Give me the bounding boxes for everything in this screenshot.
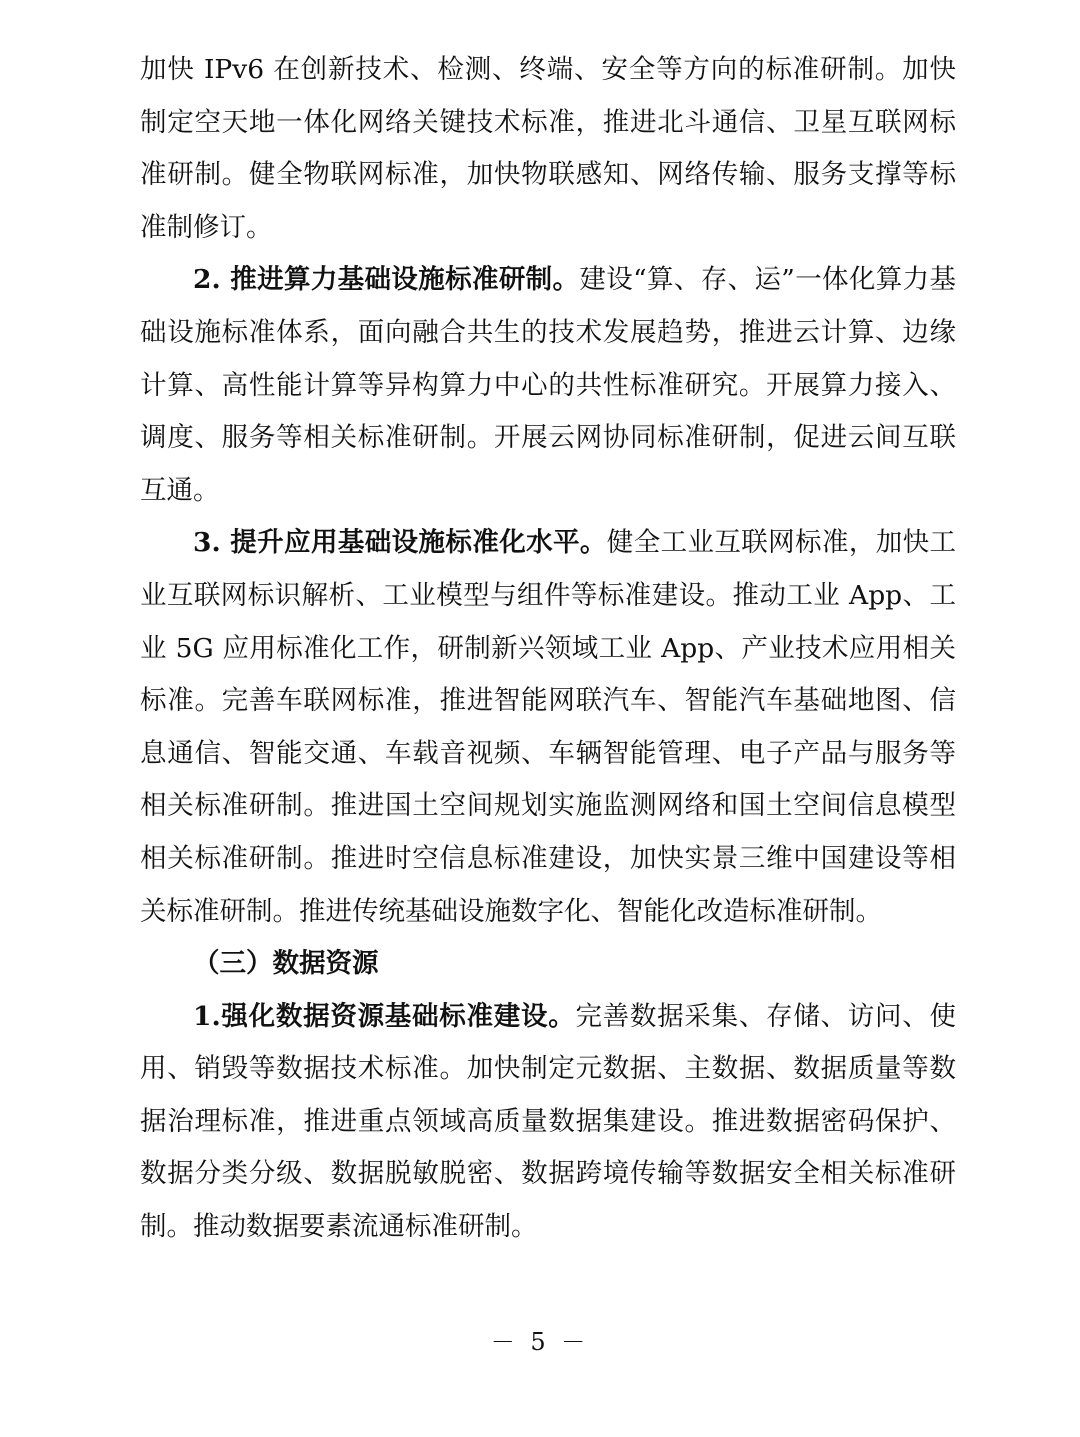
document-body xyxy=(140,44,956,1254)
paragraph-continuation xyxy=(140,44,956,254)
paragraph-lead-heading: 2. 推进算力基础设施标准研制。 xyxy=(193,264,580,296)
page-number: － 5 － xyxy=(490,1328,590,1356)
paragraph-text: 健全工业互联网标准，加快工业互联网标识解析、工业模型与组件等标准建设。推动工业 App、工业 5G 应用标准化工作，研制新兴领域工业 App、产业技术应用相关标准。完善车联网标准，推进智能网联汽车、智能汽车基础地图、信息通信、智能交通、车载音视频、车辆智能管理、电子产品与服务等相关标准研制。推进国土空间规划实施监测网络和国土空间信息模型相关标准研制。推进时空信息标准建设，加快实景三维中国建设等相关标准研制。推进传统基础设施数字化、智能化改造标准研制。 xyxy=(140,527,957,927)
paragraph-text: 建设“算、存、运”一体化算力基础设施标准体系，面向融合共生的技术发展趋势，推进云计算、边缘计算、高性能计算等异构算力中心的共性标准研究。开展算力接入、调度、服务等相关标准研制。开展云网协同标准研制，促进云间互联互通。 xyxy=(140,264,956,506)
paragraph-text: 完善数据采集、存储、访问、使用、销毁等数据技术标准。加快制定元数据、主数据、数据质量等数据治理标准，推进重点领域高质量数据集建设。推进数据密码保护、数据分类分级、数据脱敏脱密、数据跨境传输等数据安全相关标准研制。推动数据要素流通标准研制。 xyxy=(140,1000,956,1243)
paragraph-text: 加快 IPv6 在创新技术、检测、终端、安全等方向的标准研制。加快制定空天地一体化网络关键技术标准，推进北斗通信、卫星互联网标准研制。健全物联网标准，加快物联感知、网络传输、服务支撑等标准制修订。 xyxy=(140,54,956,243)
section-heading-data-resources: （三）数据资源 xyxy=(193,948,379,980)
paragraph-computing-infrastructure xyxy=(140,254,956,517)
paragraph-lead-heading: 3. 提升应用基础设施标准化水平。 xyxy=(193,527,607,559)
paragraph-application-infrastructure xyxy=(140,517,956,938)
paragraph-data-resource-standards xyxy=(140,991,956,1254)
paragraph-lead-heading: 1.强化数据资源基础标准建设。 xyxy=(193,1000,576,1032)
